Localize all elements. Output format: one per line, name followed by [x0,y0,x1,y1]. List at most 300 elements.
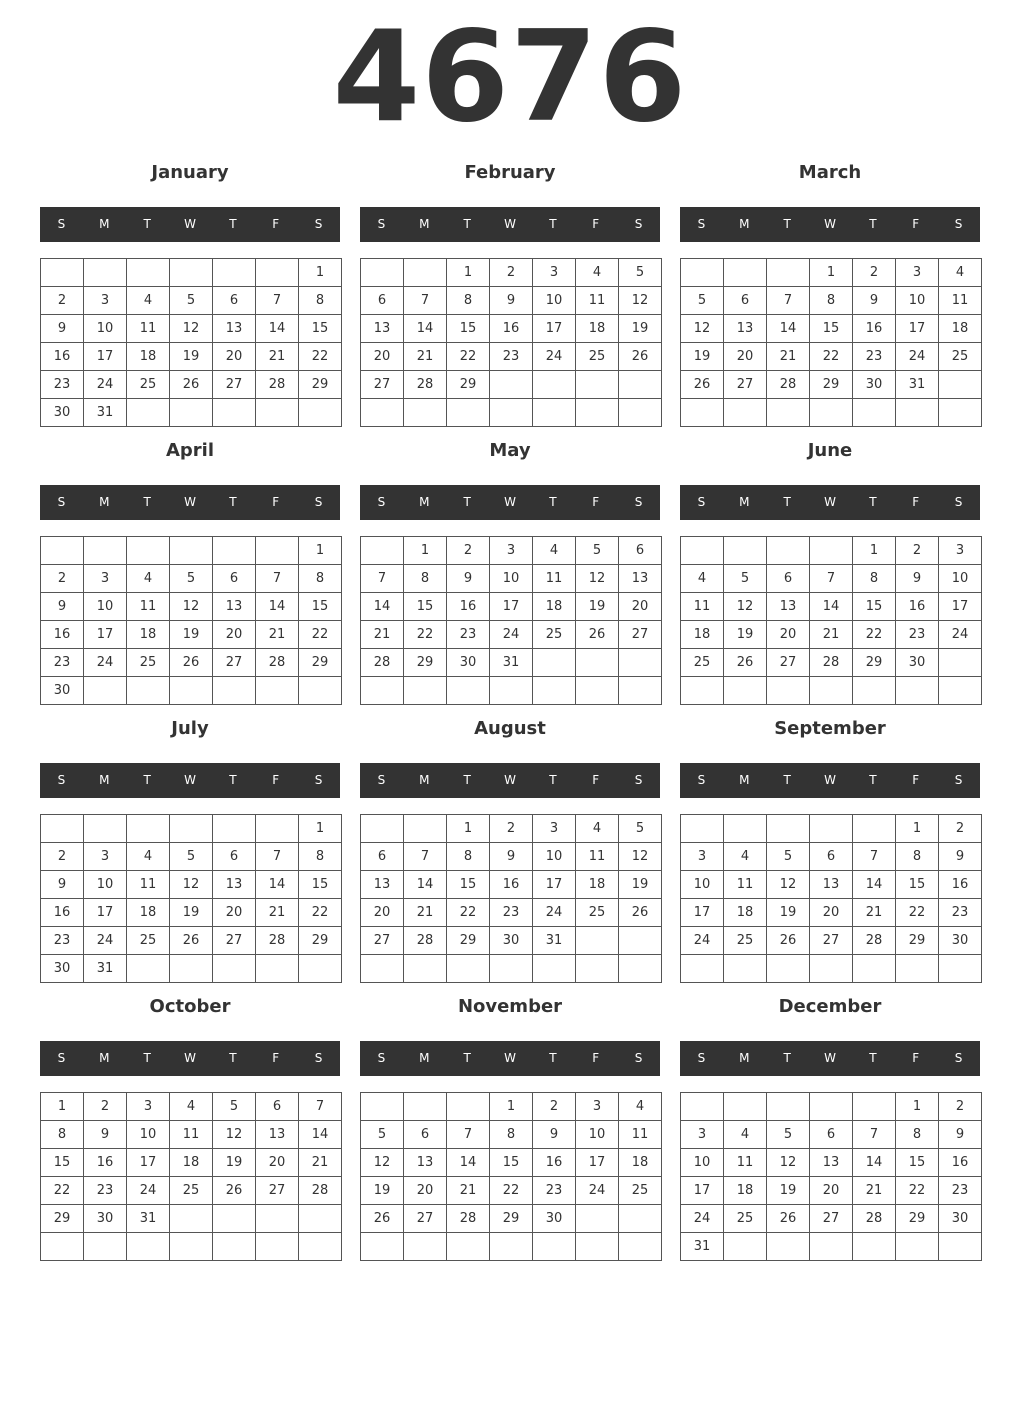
day-cell: 16 [853,315,896,343]
day-cell: 28 [447,1205,490,1233]
day-cell: 8 [404,565,447,593]
day-cell: 2 [490,259,533,287]
week-row [361,843,662,871]
day-cell [853,1093,896,1121]
day-cell [490,399,533,427]
day-cell [361,259,404,287]
week-row [361,1093,662,1121]
weekday-label: T [229,773,237,787]
day-cell: 30 [490,927,533,955]
day-cell: 20 [213,621,256,649]
weekday-label: S [697,773,706,787]
day-cell: 30 [939,927,982,955]
weekday-label: T [549,495,557,509]
day-cell: 12 [170,593,213,621]
weekday-label: S [954,217,963,231]
day-cell [724,537,767,565]
week-row [41,1233,342,1261]
day-cell: 26 [619,343,662,371]
weekday-label: S [954,1051,963,1065]
month-name: May [489,440,531,461]
day-cell: 2 [896,537,939,565]
day-cell: 15 [41,1149,84,1177]
week-row [361,537,662,565]
week-row [41,871,342,899]
day-cell: 26 [170,371,213,399]
week-row [681,1233,982,1261]
day-cell [576,927,619,955]
day-cell: 20 [361,899,404,927]
day-cell: 23 [84,1177,127,1205]
day-cell: 3 [84,287,127,315]
weekday-label: T [463,1051,471,1065]
day-cell: 14 [404,315,447,343]
day-cell: 22 [299,621,342,649]
day-cell: 10 [84,315,127,343]
day-cell: 19 [724,621,767,649]
day-cell: 20 [213,343,256,371]
week-row [41,399,342,427]
day-cell [853,399,896,427]
day-cell: 12 [767,871,810,899]
day-cell: 20 [724,343,767,371]
day-cell: 21 [447,1177,490,1205]
day-cell: 14 [361,593,404,621]
week-row [361,815,662,843]
day-cell: 15 [447,871,490,899]
day-cell [404,1233,447,1261]
day-cell: 12 [170,871,213,899]
day-cell: 22 [404,621,447,649]
day-cell: 13 [213,315,256,343]
day-cell: 28 [361,649,404,677]
day-cell: 9 [939,1121,982,1149]
day-cell: 28 [256,649,299,677]
weekday-label: W [824,495,836,509]
day-cell: 27 [619,621,662,649]
year-title: 4676 [332,3,688,150]
weekday-label: M [739,217,750,231]
day-cell: 11 [724,871,767,899]
weekday-label: F [912,773,920,787]
weekday-label: T [869,217,877,231]
day-cell: 1 [447,259,490,287]
day-cell: 21 [299,1149,342,1177]
day-cell: 29 [299,927,342,955]
day-cell: 4 [939,259,982,287]
day-cell: 8 [41,1121,84,1149]
day-cell: 24 [84,371,127,399]
day-grid [680,258,982,427]
weekday-label: S [954,773,963,787]
day-cell: 16 [41,899,84,927]
day-cell: 13 [767,593,810,621]
week-row [361,899,662,927]
day-cell [767,1233,810,1261]
day-cell: 16 [41,621,84,649]
week-row [41,1177,342,1205]
day-cell [939,399,982,427]
day-cell: 25 [619,1177,662,1205]
day-cell: 4 [724,843,767,871]
day-cell: 23 [490,899,533,927]
day-cell [939,1233,982,1261]
day-cell: 5 [619,259,662,287]
weekday-label: S [377,773,386,787]
weekday-label: M [739,1051,750,1065]
day-cell: 18 [619,1149,662,1177]
week-row [681,677,982,705]
weekday-label: W [504,773,516,787]
day-cell: 4 [533,537,576,565]
day-cell [84,815,127,843]
day-cell: 23 [41,371,84,399]
day-cell: 16 [41,343,84,371]
weekday-label: M [99,773,110,787]
weekday-label: W [184,217,196,231]
day-cell [533,649,576,677]
day-cell: 17 [939,593,982,621]
day-cell: 7 [853,1121,896,1149]
day-cell: 9 [490,843,533,871]
day-cell [724,1093,767,1121]
day-cell: 2 [41,843,84,871]
day-cell: 8 [896,843,939,871]
day-cell: 13 [810,1149,853,1177]
day-cell: 27 [767,649,810,677]
month-name: June [807,440,853,461]
day-cell: 25 [681,649,724,677]
day-cell: 12 [576,565,619,593]
day-cell: 9 [84,1121,127,1149]
day-cell [939,649,982,677]
weekday-label: M [739,495,750,509]
day-cell: 7 [853,843,896,871]
day-cell [127,399,170,427]
week-row [41,677,342,705]
day-cell: 28 [853,1205,896,1233]
weekday-label: S [634,217,643,231]
day-cell [853,677,896,705]
day-cell: 30 [84,1205,127,1233]
week-row [361,1205,662,1233]
day-cell: 15 [896,1149,939,1177]
day-cell: 19 [767,1177,810,1205]
day-cell: 29 [896,1205,939,1233]
day-cell: 18 [170,1149,213,1177]
day-cell: 11 [127,315,170,343]
day-cell [256,815,299,843]
week-row [681,1121,982,1149]
weekday-header [40,485,340,520]
weekday-label: F [272,773,280,787]
day-cell: 14 [447,1149,490,1177]
weekday-label: M [99,1051,110,1065]
day-cell: 30 [41,399,84,427]
day-cell [256,955,299,983]
day-cell [170,399,213,427]
day-cell [213,259,256,287]
week-row [361,649,662,677]
day-cell: 25 [576,899,619,927]
day-cell [810,1093,853,1121]
day-cell: 30 [447,649,490,677]
day-cell: 29 [447,371,490,399]
weekday-label: S [377,495,386,509]
day-cell [939,955,982,983]
day-cell: 5 [724,565,767,593]
day-cell: 27 [213,649,256,677]
weekday-label: T [869,495,877,509]
day-cell: 20 [361,343,404,371]
day-cell: 13 [810,871,853,899]
week-row [361,371,662,399]
day-cell: 7 [361,565,404,593]
weekday-label: T [783,495,791,509]
day-cell [170,259,213,287]
day-cell: 25 [724,927,767,955]
day-cell: 19 [681,343,724,371]
day-cell: 12 [213,1121,256,1149]
day-cell: 12 [619,843,662,871]
day-cell: 14 [299,1121,342,1149]
day-cell [361,1093,404,1121]
weekday-label: T [549,773,557,787]
day-grid [680,536,982,705]
week-row [681,259,982,287]
day-cell: 29 [896,927,939,955]
weekday-label: W [824,1051,836,1065]
day-cell: 15 [490,1149,533,1177]
day-cell: 30 [853,371,896,399]
day-cell: 14 [256,871,299,899]
day-cell [41,815,84,843]
day-cell [810,677,853,705]
day-cell: 10 [533,843,576,871]
day-cell [533,955,576,983]
day-cell [619,1205,662,1233]
month-name: February [464,162,556,183]
weekday-label: W [824,217,836,231]
day-cell [299,1205,342,1233]
day-cell: 25 [127,371,170,399]
day-cell: 13 [213,871,256,899]
day-cell: 4 [576,815,619,843]
day-cell: 13 [361,315,404,343]
day-cell [619,399,662,427]
day-cell: 22 [447,899,490,927]
day-cell: 24 [681,1205,724,1233]
weekday-label: W [504,495,516,509]
day-cell [619,649,662,677]
day-cell [896,677,939,705]
day-cell: 7 [256,565,299,593]
week-row [41,593,342,621]
day-cell [619,1233,662,1261]
day-cell [170,537,213,565]
weekday-label: T [783,773,791,787]
week-row [681,1093,982,1121]
day-cell: 31 [681,1233,724,1261]
week-row [361,1149,662,1177]
day-cell: 9 [490,287,533,315]
day-cell: 27 [810,927,853,955]
day-cell: 18 [576,871,619,899]
day-cell: 21 [853,1177,896,1205]
day-cell: 4 [619,1093,662,1121]
day-cell: 4 [681,565,724,593]
day-cell [213,537,256,565]
day-cell: 2 [853,259,896,287]
day-cell: 20 [256,1149,299,1177]
day-cell: 21 [404,899,447,927]
day-cell [404,259,447,287]
day-cell [724,1233,767,1261]
day-cell: 20 [619,593,662,621]
day-cell: 10 [84,871,127,899]
weekday-label: F [912,217,920,231]
day-cell [619,955,662,983]
day-cell: 16 [490,871,533,899]
week-row [681,593,982,621]
day-cell [681,399,724,427]
day-cell: 12 [170,315,213,343]
day-cell: 30 [41,955,84,983]
weekday-label: S [697,217,706,231]
weekday-label: S [377,217,386,231]
day-cell: 9 [41,593,84,621]
day-cell: 6 [724,287,767,315]
day-cell: 6 [810,843,853,871]
weekday-header [360,207,660,242]
weekday-label: F [272,495,280,509]
day-cell: 21 [361,621,404,649]
day-cell: 12 [767,1149,810,1177]
day-cell: 16 [939,871,982,899]
day-cell [576,371,619,399]
day-cell: 11 [127,871,170,899]
day-cell: 21 [256,343,299,371]
weekday-label: F [592,495,600,509]
week-row [41,537,342,565]
week-row [41,927,342,955]
day-cell: 23 [853,343,896,371]
day-cell [404,955,447,983]
day-cell: 25 [127,927,170,955]
day-cell [361,399,404,427]
day-cell: 22 [41,1177,84,1205]
day-cell: 28 [299,1177,342,1205]
day-cell: 13 [361,871,404,899]
week-row [41,287,342,315]
week-row [41,1149,342,1177]
day-cell: 4 [127,565,170,593]
weekday-header [360,763,660,798]
day-cell [213,815,256,843]
weekday-label: T [869,773,877,787]
day-cell [896,955,939,983]
day-cell [724,259,767,287]
day-cell: 14 [853,871,896,899]
day-cell: 21 [810,621,853,649]
day-cell: 26 [619,899,662,927]
day-cell [256,1233,299,1261]
day-cell: 6 [810,1121,853,1149]
weekday-label: S [314,1051,323,1065]
day-cell: 17 [490,593,533,621]
day-cell [853,815,896,843]
week-row [361,315,662,343]
day-cell: 25 [533,621,576,649]
week-row [41,955,342,983]
day-cell: 11 [127,593,170,621]
day-cell: 7 [404,287,447,315]
day-cell: 13 [213,593,256,621]
day-cell: 8 [810,287,853,315]
weekday-label: F [592,217,600,231]
weekday-label: M [419,217,430,231]
weekday-label: T [549,217,557,231]
week-row [361,955,662,983]
month-name: December [778,996,882,1017]
month-name: November [457,996,563,1017]
day-cell: 20 [810,899,853,927]
weekday-label: F [592,773,600,787]
day-cell: 15 [299,593,342,621]
day-cell: 4 [127,287,170,315]
day-cell: 10 [681,871,724,899]
day-cell: 22 [896,1177,939,1205]
day-cell: 19 [170,343,213,371]
day-cell: 11 [939,287,982,315]
day-cell: 23 [41,649,84,677]
day-cell: 16 [939,1149,982,1177]
weekday-label: T [463,217,471,231]
day-cell: 17 [576,1149,619,1177]
day-cell: 18 [576,315,619,343]
day-cell [84,677,127,705]
day-cell: 11 [170,1121,213,1149]
weekday-label: S [57,1051,66,1065]
week-row [681,899,982,927]
day-cell: 17 [84,899,127,927]
day-cell [361,815,404,843]
day-cell: 15 [896,871,939,899]
day-cell: 24 [533,899,576,927]
day-cell: 23 [896,621,939,649]
day-cell: 18 [724,1177,767,1205]
day-cell: 13 [256,1121,299,1149]
day-cell: 23 [939,899,982,927]
week-row [681,871,982,899]
day-cell: 15 [299,871,342,899]
day-cell: 16 [447,593,490,621]
week-row [681,621,982,649]
week-row [41,315,342,343]
day-cell: 29 [447,927,490,955]
day-cell: 11 [576,843,619,871]
weekday-header [680,1041,980,1076]
day-cell: 23 [939,1177,982,1205]
week-row [361,343,662,371]
day-cell [810,399,853,427]
day-cell: 3 [533,815,576,843]
day-cell: 11 [681,593,724,621]
week-row [361,677,662,705]
day-cell: 27 [213,927,256,955]
day-grid [40,1092,342,1261]
day-cell: 15 [447,315,490,343]
